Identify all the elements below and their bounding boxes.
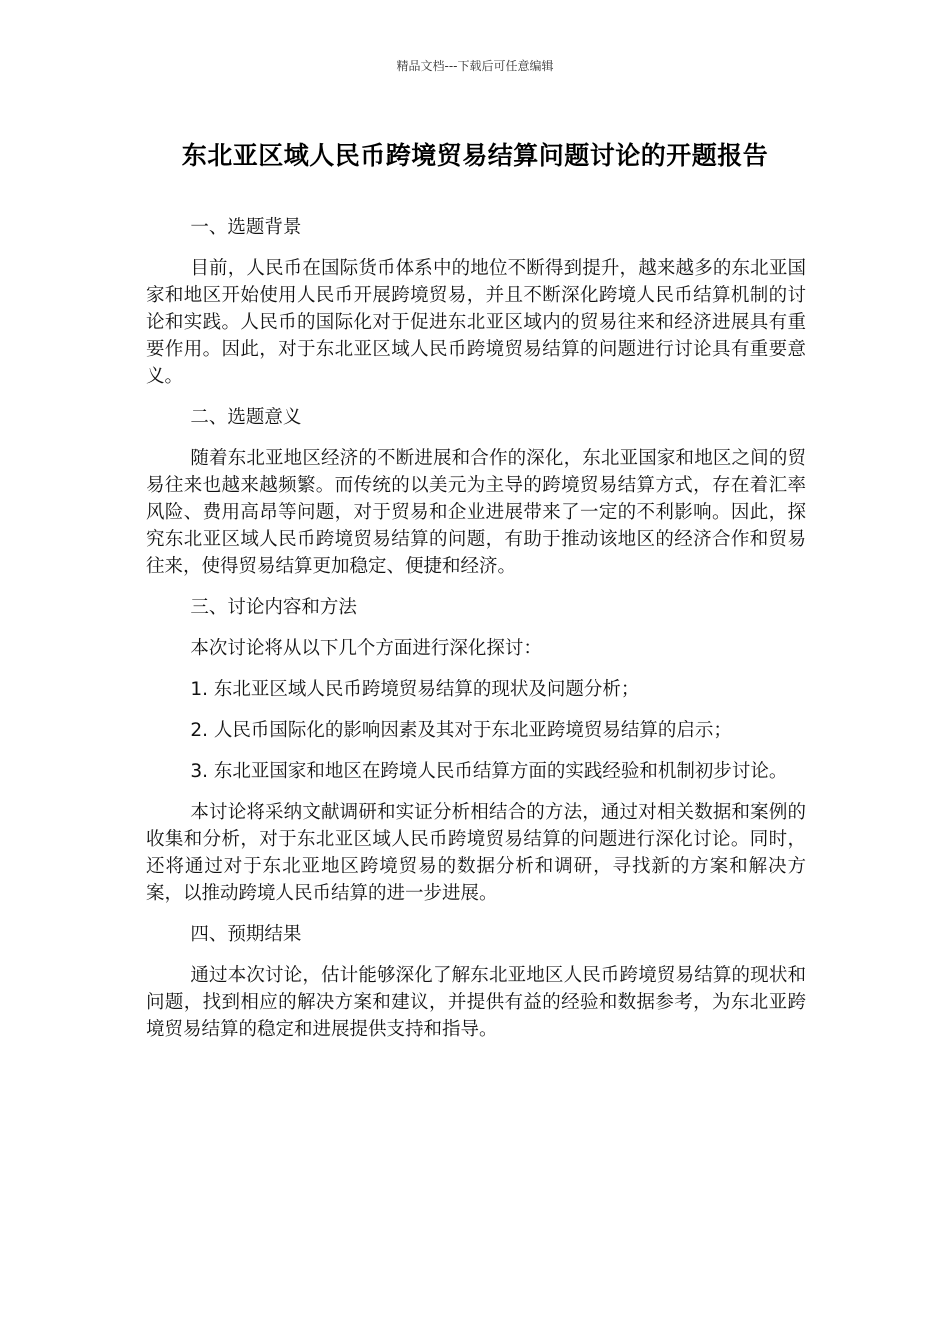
header-note: 精品文档---下载后可任意编辑 xyxy=(396,59,554,73)
document-title: 东北亚区域人民币跨境贸易结算问题讨论的开题报告 xyxy=(181,141,769,170)
list-item: 2. 人民币国际化的影响因素及其对于东北亚跨境贸易结算的启示； xyxy=(190,720,732,741)
paragraph: 本讨论将采纳文献调研和实证分析相结合的方法，通过对相关数据和案例的收集和分析，对于东北亚区域人民币跨境贸易结算的问题进行深化讨论。同时，还将通过对于东北亚地区跨境贸易的数据分析和调研，寻找新的方案和解决方案，以推动跨境人民币结算的进一步进展。 xyxy=(146,802,806,904)
list-item: 1. 东北亚区域人民币跨境贸易结算的现状及问题分析； xyxy=(190,679,640,700)
document-body xyxy=(146,214,806,1057)
paragraph: 目前，人民币在国际货币体系中的地位不断得到提升，越来越多的东北亚国家和地区开始使用人民币开展跨境贸易，并且不断深化跨境人民币结算机制的讨论和实践。人民币的国际化对于促进东北亚区域内的贸易往来和经济进展具有重要作用。因此，对于东北亚区域人民币跨境贸易结算的问题进行讨论具有重要意义。 xyxy=(146,258,806,387)
section-heading-content-method: 三、讨论内容和方法 xyxy=(190,597,357,618)
section-heading-background: 一、选题背景 xyxy=(190,217,302,238)
paragraph: 通过本次讨论，估计能够深化了解东北亚地区人民币跨境贸易结算的现状和问题，找到相应的解决方案和建议，并提供有益的经验和数据参考，为东北亚跨境贸易结算的稳定和进展提供支持和指导。 xyxy=(146,965,806,1040)
section-heading-significance: 二、选题意义 xyxy=(190,407,302,428)
paragraph: 随着东北亚地区经济的不断进展和合作的深化，东北亚国家和地区之间的贸易往来也越来越频繁。而传统的以美元为主导的跨境贸易结算方式，存在着汇率风险、费用高昂等问题，对于贸易和企业进展带来了一定的不利影响。因此，探究东北亚区域人民币跨境贸易结算的问题，有助于推动该地区的经济合作和贸易往来，使得贸易结算更加稳定、便捷和经济。 xyxy=(146,448,806,577)
list-item: 3. 东北亚国家和地区在跨境人民币结算方面的实践经验和机制初步讨论。 xyxy=(190,761,788,782)
section-heading-expected-results: 四、预期结果 xyxy=(190,924,302,945)
paragraph: 本次讨论将从以下几个方面进行深化探讨： xyxy=(190,638,542,659)
